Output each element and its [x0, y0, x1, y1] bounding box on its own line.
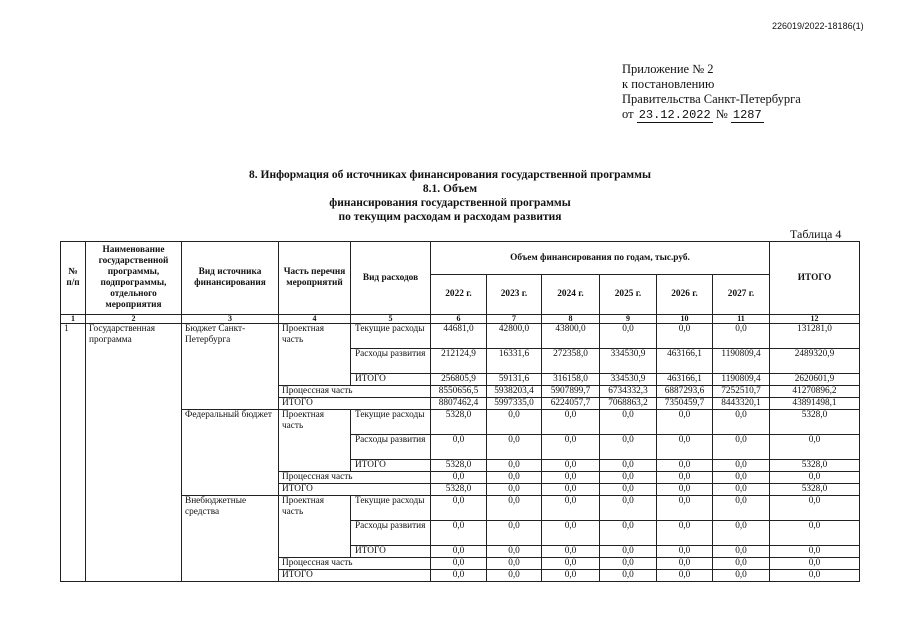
value-cell: 0,0 [600, 570, 657, 582]
value-cell: 212124,9 [431, 349, 487, 374]
value-cell: 5328,0 [431, 484, 487, 496]
row-total-cell: 0,0 [770, 546, 860, 558]
from-label: от [622, 107, 634, 121]
row-total-cell: 0,0 [770, 496, 860, 521]
expense-type-current: Текущие расходы [351, 324, 431, 349]
row-total-cell: 5328,0 [770, 410, 860, 435]
value-cell: 5997335,0 [487, 398, 542, 410]
project-total-label: ИТОГО [351, 460, 431, 472]
column-number: 4 [279, 315, 351, 324]
value-cell: 7350459,7 [657, 398, 713, 410]
row-total-cell: 0,0 [770, 435, 860, 460]
value-cell: 0,0 [657, 521, 713, 546]
value-cell: 0,0 [713, 472, 770, 484]
column-number: 1 [61, 315, 86, 324]
appendix-date-number-line [622, 107, 801, 123]
appendix-block [622, 62, 801, 123]
title-line-3: финансирования государственной программы [329, 197, 571, 209]
value-cell: 0,0 [657, 435, 713, 460]
value-cell: 5328,0 [431, 410, 487, 435]
row-total-cell: 5328,0 [770, 484, 860, 496]
row-total-cell: 2489320,9 [770, 349, 860, 374]
value-cell: 0,0 [487, 496, 542, 521]
header-year: 2024 г. [542, 275, 600, 315]
row-total-cell: 2620601,9 [770, 374, 860, 386]
table-caption: Таблица 4 [790, 227, 842, 241]
value-cell: 0,0 [600, 435, 657, 460]
value-cell: 0,0 [431, 546, 487, 558]
header-year: 2026 г. [657, 275, 713, 315]
value-cell: 0,0 [600, 496, 657, 521]
value-cell: 0,0 [600, 472, 657, 484]
project-total-label: ИТОГО [351, 546, 431, 558]
row-number: 1 [61, 324, 86, 582]
value-cell: 0,0 [487, 472, 542, 484]
value-cell: 0,0 [713, 558, 770, 570]
header-year: 2027 г. [713, 275, 770, 315]
value-cell: 0,0 [713, 496, 770, 521]
source-name: Внебюджетные средства [182, 496, 279, 582]
value-cell: 0,0 [713, 410, 770, 435]
value-cell: 42800,0 [487, 324, 542, 349]
row-total-cell: 43891498,1 [770, 398, 860, 410]
value-cell: 0,0 [431, 570, 487, 582]
row-total-cell: 0,0 [770, 521, 860, 546]
financing-table [60, 241, 860, 582]
program-name: Государственная программа [86, 324, 182, 582]
value-cell: 0,0 [542, 484, 600, 496]
row-total-cell: 131281,0 [770, 324, 860, 349]
row-total-cell: 0,0 [770, 472, 860, 484]
value-cell: 0,0 [542, 460, 600, 472]
value-cell: 0,0 [431, 496, 487, 521]
value-cell: 0,0 [713, 460, 770, 472]
value-cell: 272358,0 [542, 349, 600, 374]
value-cell: 0,0 [487, 435, 542, 460]
value-cell: 256805,9 [431, 374, 487, 386]
document-registration-number: 226019/2022-18186(1) [772, 21, 864, 31]
value-cell: 0,0 [542, 521, 600, 546]
value-cell: 334530,9 [600, 349, 657, 374]
value-cell: 463166,1 [657, 374, 713, 386]
appendix-line-3: Правительства Санкт-Петербурга [622, 92, 801, 106]
value-cell: 0,0 [657, 324, 713, 349]
value-cell: 0,0 [431, 472, 487, 484]
source-total-label: ИТОГО [279, 398, 431, 410]
value-cell: 5907899,7 [542, 386, 600, 398]
value-cell: 0,0 [600, 484, 657, 496]
value-cell: 0,0 [657, 558, 713, 570]
value-cell: 334530,9 [600, 374, 657, 386]
process-part-label: Процессная часть [279, 472, 431, 484]
value-cell: 0,0 [487, 546, 542, 558]
column-number: 5 [351, 315, 431, 324]
value-cell: 43800,0 [542, 324, 600, 349]
process-part-label: Процессная часть [279, 558, 431, 570]
row-total-cell: 0,0 [770, 570, 860, 582]
column-number: 2 [86, 315, 182, 324]
value-cell: 16331,6 [487, 349, 542, 374]
appendix-line-2: к постановлению [622, 77, 715, 91]
column-number: 11 [713, 315, 770, 324]
value-cell: 0,0 [713, 521, 770, 546]
project-part-label: Проектная часть [279, 410, 351, 472]
value-cell: 0,0 [542, 546, 600, 558]
column-number: 8 [542, 315, 600, 324]
process-part-label: Процессная часть [279, 386, 431, 398]
value-cell: 59131,6 [487, 374, 542, 386]
value-cell: 0,0 [713, 324, 770, 349]
title-line-4: по текущим расходам и расходам развития [338, 211, 562, 223]
value-cell: 7252510,7 [713, 386, 770, 398]
value-cell: 0,0 [600, 460, 657, 472]
value-cell: 44681,0 [431, 324, 487, 349]
row-total-cell: 0,0 [770, 558, 860, 570]
source-name: Федеральный бюджет [182, 410, 279, 496]
value-cell: 0,0 [487, 521, 542, 546]
number-label: № [715, 107, 728, 121]
expense-type-development: Расходы развития [351, 521, 431, 546]
header-num: № п/п [61, 242, 86, 315]
row-total-cell: 5328,0 [770, 460, 860, 472]
value-cell: 1190809,4 [713, 349, 770, 374]
value-cell: 0,0 [431, 521, 487, 546]
column-number: 7 [487, 315, 542, 324]
value-cell: 6224057,7 [542, 398, 600, 410]
value-cell: 0,0 [713, 435, 770, 460]
expense-type-development: Расходы развития [351, 349, 431, 374]
header-year: 2022 г. [431, 275, 487, 315]
value-cell: 0,0 [657, 546, 713, 558]
header-source: Вид источника финансирования [182, 242, 279, 315]
resolution-number: 1287 [732, 108, 762, 122]
column-number: 10 [657, 315, 713, 324]
value-cell: 6734332,3 [600, 386, 657, 398]
value-cell: 0,0 [431, 558, 487, 570]
value-cell: 6887293,6 [657, 386, 713, 398]
section-title [160, 168, 740, 224]
value-cell: 0,0 [657, 472, 713, 484]
table-row [61, 324, 860, 349]
value-cell: 0,0 [713, 546, 770, 558]
header-part: Часть перечня мероприятий [279, 242, 351, 315]
column-number: 6 [431, 315, 487, 324]
project-part-label: Проектная часть [279, 496, 351, 558]
resolution-date: 23.12.2022 [638, 108, 711, 122]
expense-type-development: Расходы развития [351, 435, 431, 460]
project-part-label: Проектная часть [279, 324, 351, 386]
header-volume: Объем финансирования по годам, тыс.руб. [431, 242, 770, 275]
value-cell: 0,0 [542, 435, 600, 460]
column-number: 3 [182, 315, 279, 324]
value-cell: 0,0 [600, 558, 657, 570]
value-cell: 8550656,5 [431, 386, 487, 398]
value-cell: 0,0 [487, 484, 542, 496]
value-cell: 0,0 [487, 460, 542, 472]
value-cell: 7068863,2 [600, 398, 657, 410]
header-year: 2023 г. [487, 275, 542, 315]
value-cell: 463166,1 [657, 349, 713, 374]
value-cell: 0,0 [657, 496, 713, 521]
value-cell: 0,0 [542, 472, 600, 484]
row-total-cell: 41270896,2 [770, 386, 860, 398]
value-cell: 0,0 [600, 546, 657, 558]
value-cell: 0,0 [487, 558, 542, 570]
value-cell: 8443320,1 [713, 398, 770, 410]
column-number: 12 [770, 315, 860, 324]
source-total-label: ИТОГО [279, 484, 431, 496]
expense-type-current: Текущие расходы [351, 496, 431, 521]
source-name: Бюджет Санкт-Петербурга [182, 324, 279, 410]
value-cell: 0,0 [542, 570, 600, 582]
appendix-line-1: Приложение № 2 [622, 62, 714, 76]
value-cell: 0,0 [431, 435, 487, 460]
project-total-label: ИТОГО [351, 374, 431, 386]
value-cell: 0,0 [657, 410, 713, 435]
value-cell: 5938203,4 [487, 386, 542, 398]
value-cell: 8807462,4 [431, 398, 487, 410]
header-year: 2025 г. [600, 275, 657, 315]
value-cell: 0,0 [600, 521, 657, 546]
expense-type-current: Текущие расходы [351, 410, 431, 435]
value-cell: 0,0 [487, 410, 542, 435]
header-expense-type: Вид расходов [351, 242, 431, 315]
title-line-1: 8. Информация об источниках финансирования государственной программы [249, 169, 651, 181]
value-cell: 0,0 [542, 496, 600, 521]
value-cell: 316158,0 [542, 374, 600, 386]
header-program-name: Наименование государственной программы, подпрограммы, отдельного мероприятия [86, 242, 182, 315]
value-cell: 0,0 [713, 570, 770, 582]
value-cell: 0,0 [487, 570, 542, 582]
column-number: 9 [600, 315, 657, 324]
title-line-2: 8.1. Объем [422, 183, 478, 195]
value-cell: 0,0 [600, 410, 657, 435]
source-total-label: ИТОГО [279, 570, 431, 582]
value-cell: 0,0 [600, 324, 657, 349]
value-cell: 0,0 [657, 484, 713, 496]
value-cell: 0,0 [657, 460, 713, 472]
value-cell: 5328,0 [431, 460, 487, 472]
value-cell: 0,0 [542, 410, 600, 435]
value-cell: 0,0 [542, 558, 600, 570]
value-cell: 0,0 [657, 570, 713, 582]
value-cell: 1190809,4 [713, 374, 770, 386]
header-total: ИТОГО [770, 242, 860, 315]
value-cell: 0,0 [713, 484, 770, 496]
